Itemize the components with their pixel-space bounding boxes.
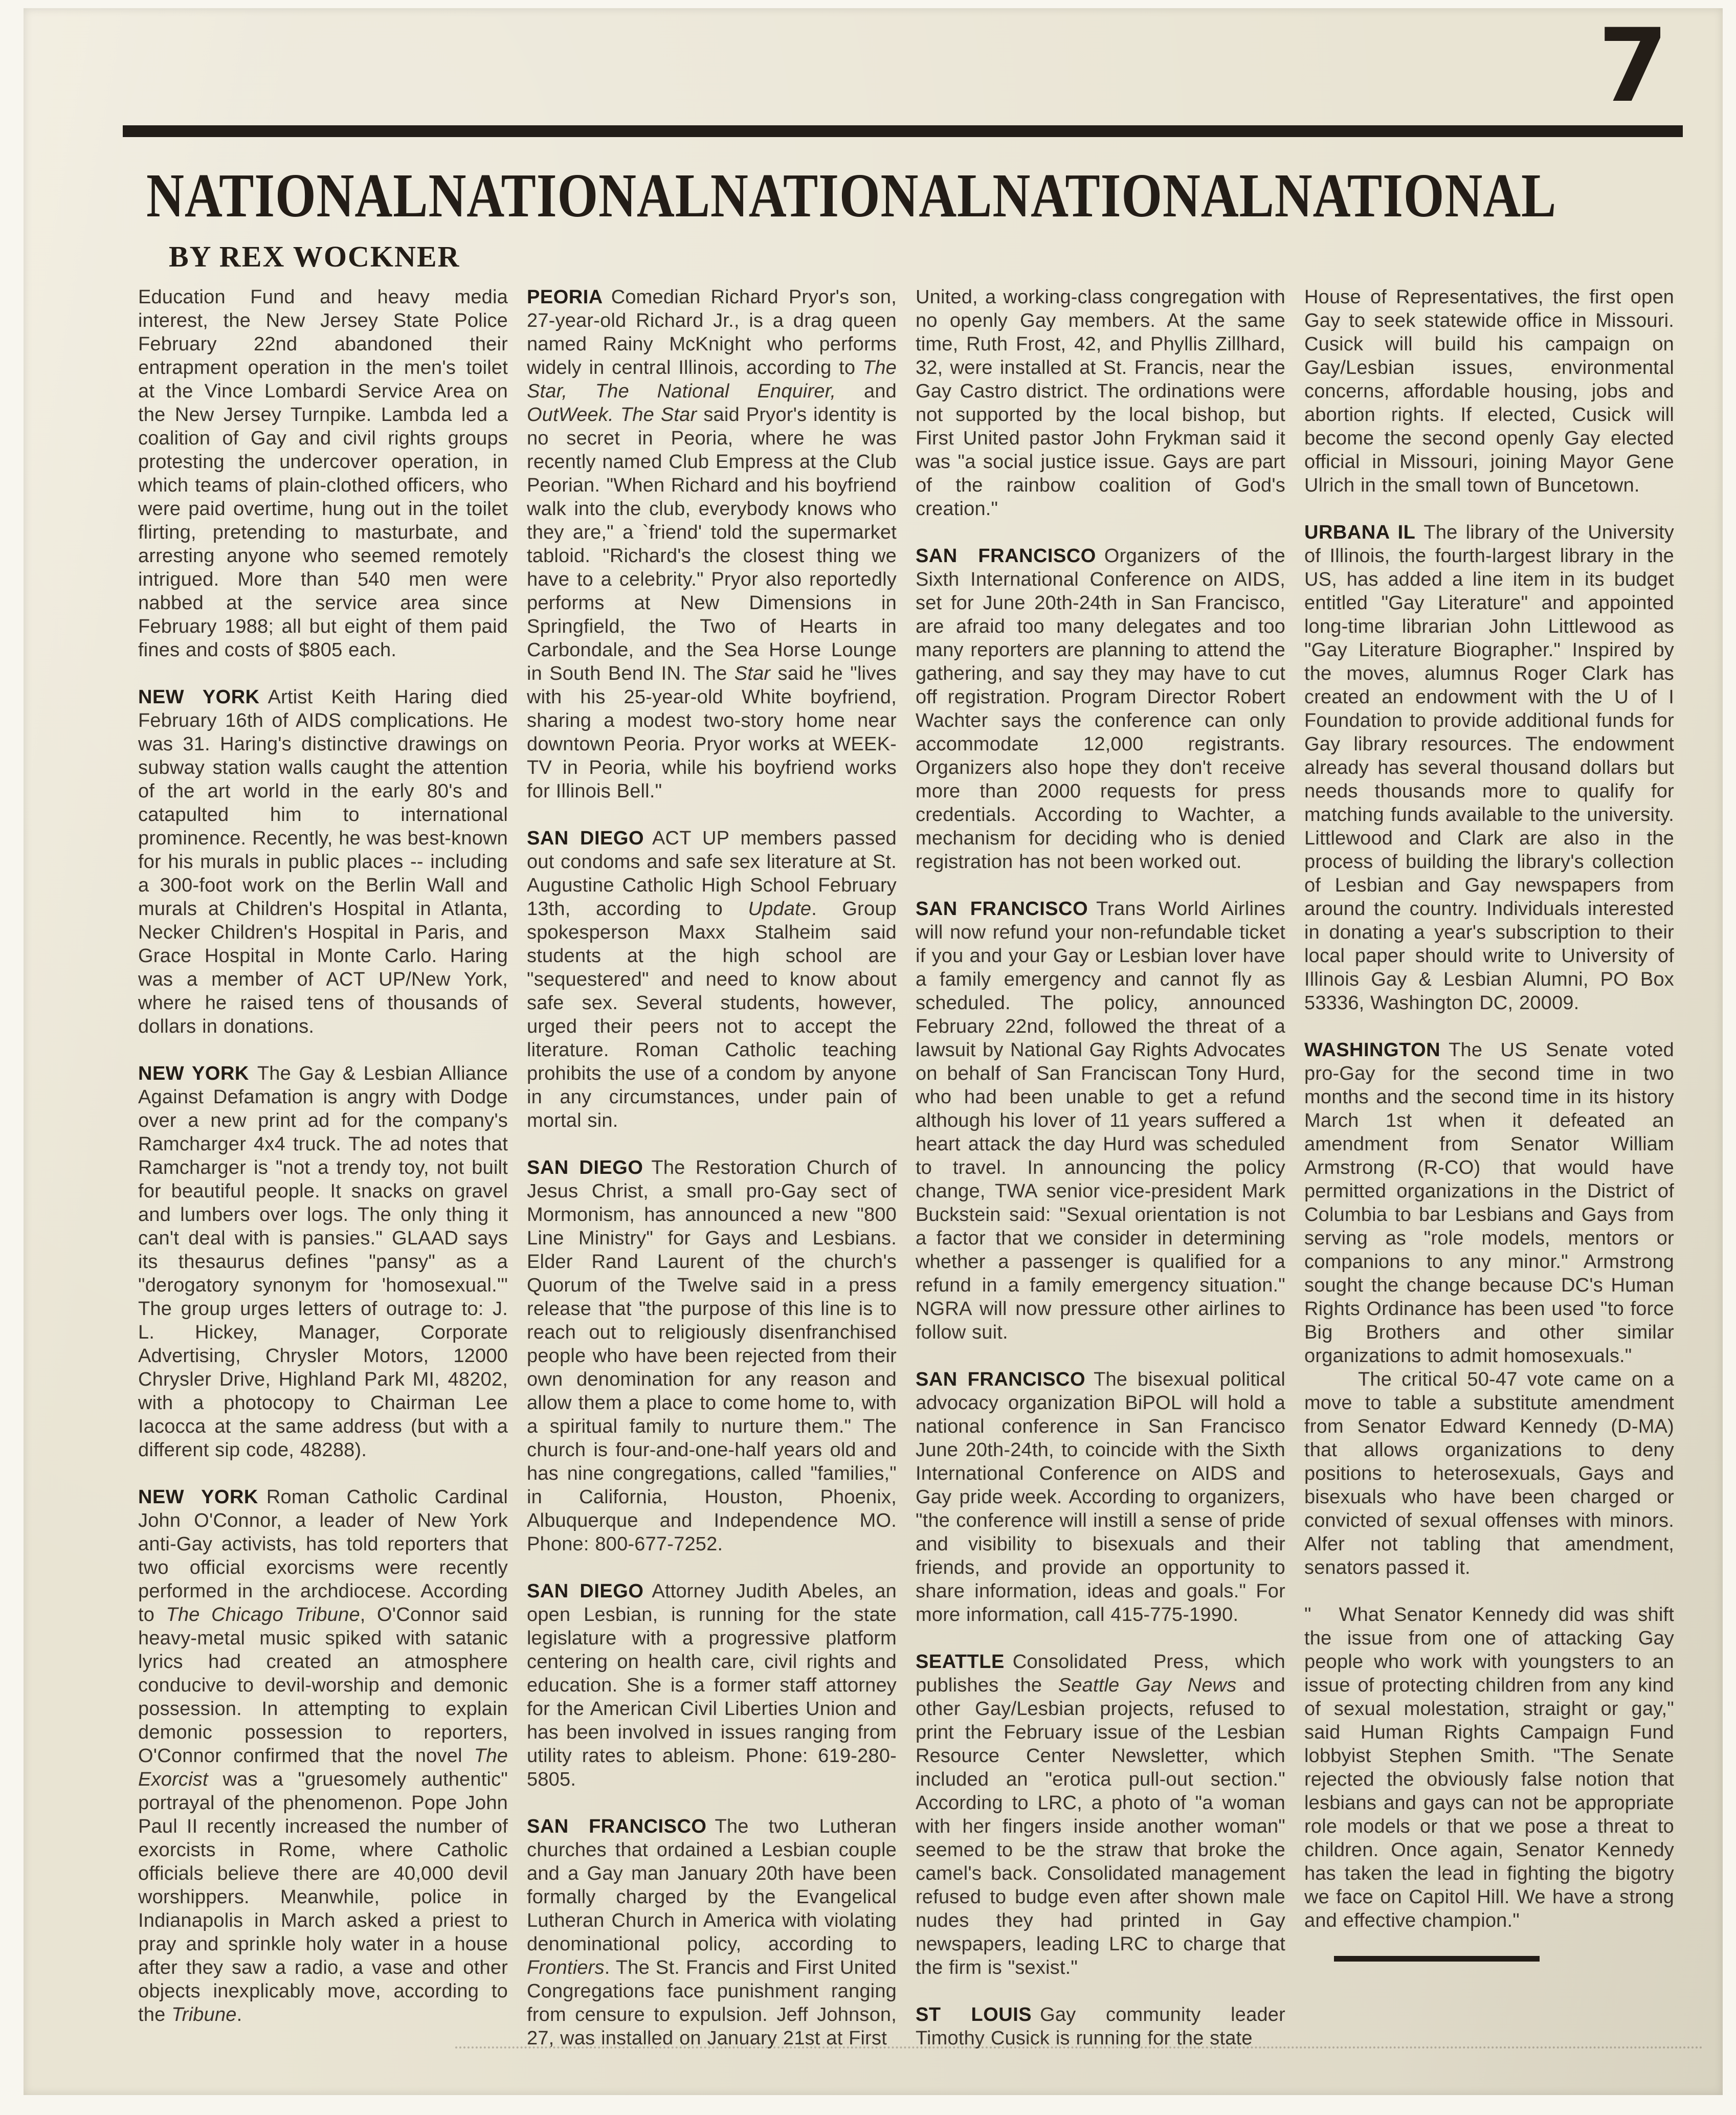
byline: BY REX WOCKNER	[169, 240, 460, 273]
news-item-san-francisco	[916, 897, 1285, 1344]
paper-crease	[455, 2046, 1703, 2049]
body-text: The two Lutheran churches that ordained a Lesbian couple and a Gay man January 20th have been formally charged by the Evangelical Lutheran Church in America with violating denominational policy, according to	[527, 1816, 897, 1955]
news-item-peoria	[527, 285, 897, 803]
body-text: Trans World Airlines will now refund your non-refundable ticket if you and your Gay or Lesbian lover have a family emergency and cannot fly as scheduled. The policy, announced February 22nd, followed the threat of a lawsuit by National Gay Rights Advocates on behalf of San Franciscan Tony Hurd, who had been unable to get a refund although his lover of 11 years suffered a heart attack the day Hurd was scheduled to travel. In announcing the policy change, TWA senior vice-president Mark Buckstein said: "Sexual orientation is not a factor that we consider in determining whether a passenger is qualified for a refund in a family emergency situation." NGRA will now pressure other airlines to follow suit.	[916, 898, 1285, 1343]
news-item-st-louis	[916, 2003, 1285, 2050]
publication-name: The Exorcist	[138, 1745, 508, 1790]
dateline: SAN DIEGO	[527, 1580, 644, 1602]
news-item-new-york	[138, 1062, 508, 1462]
body-text: . The St. Francis and First United Congregations face punishment ranging from censure to expulsion. Jeff Johnson, 27, was installed on January 21st at First	[527, 1957, 897, 2049]
body-text: and	[836, 381, 897, 402]
dateline: URBANA IL	[1304, 522, 1416, 543]
body-text: was a "gruesomely authentic" portrayal of the phenomenon. Pope John Paul II recently increased the number of exorcists in Rome, where Catholic officials believe there are 40,000 devil worshippers. Meanwhile, police in Indianapolis in March asked a priest to pray and sprinkle holy water in a house after they saw a radio, a vase and other objects inexplicably move, according to the	[138, 1769, 508, 2025]
publication-name: Tribune	[171, 2004, 237, 2025]
body-text: The bisexual political advocacy organization BiPOL will hold a national conference in San Francisco June 20th-24th, to coincide with the Sixth International Conference on AIDS and Gay pride week. According to organizers, "the conference will instill a sense of pride and visibility to bisexuals and their friends, and provide an opportunity to share information, ideas and goals." For more information, call 415-775-1990.	[916, 1369, 1285, 1626]
body-text: Attorney Judith Abeles, an open Lesbian, is running for the state legislature with a progressive platform centering on health care, civil rights and education. She is a former staff attorney for the American Civil Liberties Union and has been involved in issues ranging from utility rates to ableism. Phone: 619-280-5805.	[527, 1580, 897, 1790]
publication-name: The Chicago Tribune	[166, 1604, 360, 1626]
publication-name: Seattle Gay News	[1058, 1675, 1237, 1696]
body-text: " What Senator Kennedy did was shift the issue from one of attacking Gay people who work with youngsters to an issue of protecting children from any kind of sexual molestation, straight or gay," said Human Rights Campaign Fund lobbyist Stephen Smith. "The Senate rejected the obviously false notion that lesbians and gays can not be appropriate role models or that we pose a threat to children. Once again, Senator Kennedy has taken the lead in fighting the bigotry we face on Capitol Hill. We have a strong and effective champion."	[1304, 1604, 1674, 1931]
body-text: Organizers of the Sixth International Conference on AIDS, set for June 20th-24th in San Francisco, are afraid too many delegates and too many reporters are planning to attend the gathering, and say they may have to cut off registration. Program Director Robert Wachter says the conference can only accommodate 12,000 registrants. Organizers also hope they don't receive more than 2000 requests for press credentials. According to Wachter, a mechanism for deciding who is denied registration has not been worked out.	[916, 545, 1285, 873]
dateline: SAN FRANCISCO	[916, 1369, 1086, 1390]
body-text: .	[236, 2004, 242, 2025]
news-paragraph	[1304, 285, 1674, 497]
dateline: NEW YORK	[138, 1486, 258, 1508]
newspaper-page	[24, 8, 1723, 2095]
body-text: Comedian Richard Pryor's son, 27-year-old Richard Jr., is a drag queen named Rainy McKnight who performs widely in central Illinois, according to	[527, 286, 897, 379]
body-text: The US Senate voted pro-Gay for the second time in two months and the second time in its history March 1st when it defeated an amendment from Senator William Armstrong (R-CO) that would have permitted organizations in the District of Columbia to bar Lesbians and Gays from serving as "role models, mentors or companions to any minor." Armstrong sought the change because DC's Human Rights Ordinance has been used "to force Big Brothers and other similar organizations to admit homosexuals."	[1304, 1039, 1674, 1367]
body-text: and other Gay/Lesbian projects, refused to print the February issue of the Lesbian Resource Center Newsletter, which included an "erotica pull-out section." According to LRC, a photo of "a woman with her fingers inside another woman" seemed to be the straw that broke the camel's back. Consolidated management refused to budge even after shown male nudes they had printed in Gay newspapers, leading LRC to charge that the firm is "sexist."	[916, 1675, 1285, 1978]
publication-name: The Star, The National Enquirer,	[527, 357, 897, 402]
news-item-seattle	[916, 1650, 1285, 1979]
news-paragraph	[1304, 1368, 1674, 1579]
body-text: , O'Connor said heavy-metal music spiked with satanic lyrics had created an atmosphere conducive to devil-worship and demonic possession. In attempting to explain demonic possession to reporters, O'Connor confirmed that the novel	[138, 1604, 508, 1767]
page-number: 7	[1598, 7, 1668, 125]
body-text: said Pryor's identity is no secret in Peoria, where he was recently named Club Empress at the Club Peorian. "When Richard and his boyfriend walk into the club, everybody knows who they are," a `friend' told the supermarket tabloid. "Richard's the closest thing we have to a celebrity." Pryor also reportedly performs at New Dimensions in Springfield, the Two of Hearts in Carbondale, and the Sea Horse Lounge in South Bend IN. The	[527, 404, 897, 684]
dateline: NEW YORK	[138, 686, 260, 708]
body-text: . Group spokesperson Maxx Stalheim said students at the high school are "sequestered" and need to know about safe sex. Several students, however, urged their peers not to accept the literature. Roman Catholic teaching prohibits the use of a condom by anyone in any circumstances, under pain of mortal sin.	[527, 898, 897, 1131]
dateline: SAN DIEGO	[527, 828, 644, 849]
news-item-san-francisco	[527, 1815, 897, 2050]
article-columns	[138, 285, 1676, 2074]
body-text: The library of the University of Illinois, the fourth-largest library in the US, has added a line item in its budget entitled "Gay Literature" and appointed long-time librarian John Littlewood as "Gay Literature Biographer." Inspired by the moves, alumnus Roger Clark has created an endowment with the U of I Foundation to provide additional funds for Gay library resources. The endowment already has several thousand dollars but needs thousands more to qualify for matching funds available to the university. Littlewood and Clark are also in the process of building the library's collection of Lesbian and Gay newspapers from around the country. Individuals interested in donating a year's subscription to their local paper should write to University of Illinois Gay & Lesbian Alumni, PO Box 53336, Washington DC, 20009.	[1304, 522, 1675, 1014]
text-column-4	[1304, 285, 1674, 2074]
news-item-washington	[1304, 1038, 1674, 1368]
dateline: SAN FRANCISCO	[916, 545, 1096, 567]
publication-name: Frontiers	[527, 1957, 605, 1978]
body-text: Education Fund and heavy media interest, the New Jersey State Police February 22nd abandoned their entrapment operation in the men's toilet at the Vince Lombardi Service Area on the New Jersey Turnpike. Lambda led a coalition of Gay and civil rights groups protesting the undercover operation, in which teams of plain-clothed officers, who were paid overtime, hung out in the toilet flirting, pretending to masturbate, and arresting anyone who seemed remotely intrigued. More than 540 men were nabbed at the service area since February 1988; all but eight of them paid fines and costs of $805 each.	[138, 286, 508, 661]
publication-name: Star	[734, 663, 771, 684]
news-item-san-diego	[527, 1579, 897, 1791]
body-text: ACT UP members passed out condoms and safe sex literature at St. Augustine Catholic High School February 13th, according to	[527, 828, 897, 920]
body-text: The Restoration Church of Jesus Christ, a small pro-Gay sect of Mormonism, has announced a new "800 Line Ministry" for Gays and Lesbians. Elder Rand Laurent of the church's Quorum of the Twelve said in a press release that "the purpose of this line is to reach out to religiously disenfranchised people who have been rejected from their own denomination for any reason and allow them a place to come home to, with a spiritual family to nurture them." The church is four-and-one-half years old and has nine congregations, called "families," in California, Houston, Phoenix, Albuquerque and Independence MO. Phone: 800-677-7252.	[527, 1157, 897, 1555]
body-text: The critical 50-47 vote came on a move to table a substitute amendment from Senator Edward Kennedy (D-MA) that allows organizations to deny positions to heterosexuals, Gays and bisexuals who have been charged or convicted of sexual offenses with minors. Alfer not tabling that amendment, senators passed it.	[1304, 1369, 1674, 1578]
page-title: NATIONALNATIONALNATIONALNATIONALNATIONAL	[146, 161, 1557, 230]
dateline: PEORIA	[527, 286, 603, 308]
body-text: Artist Keith Haring died February 16th of AIDS complications. He was 31. Haring's distinctive drawings on subway station walls caught the attention of the art world in the early 80's and catapulted him to international prominence. Recently, he was best-known for his murals in public places -- including a 300-foot work on the Berlin Wall and murals at Children's Hospital in Atlanta, Necker Children's Hospital in Paris, and Grace Hospital in Monte Carlo. Haring was a member of ACT UP/New York, where he raised tens of thousands of dollars in donations.	[138, 686, 508, 1037]
news-item-san-diego	[527, 1156, 897, 1556]
publication-name: The Star	[620, 404, 697, 426]
dateline: WASHINGTON	[1304, 1039, 1441, 1061]
dateline: SEATTLE	[916, 1651, 1005, 1673]
news-paragraph	[1304, 1603, 1674, 1932]
body-text: Gay community leader Timothy Cusick is running for the state	[916, 2004, 1285, 2049]
publication-name: Update	[748, 898, 812, 920]
text-column-1	[138, 285, 508, 2074]
news-item-urbana-il	[1304, 521, 1674, 1015]
masthead	[146, 162, 1736, 230]
body-text	[614, 404, 620, 426]
publication-name: OutWeek.	[527, 404, 614, 426]
dateline: SAN FRANCISCO	[916, 898, 1088, 920]
body-text: House of Representatives, the first open Gay to seek statewide office in Missouri. Cusick will build his campaign on Gay/Lesbian issues, environmental concerns, affordable housing, jobs and abortion rights. If elected, Cusick will become the second openly Gay elected official in Missouri, joining Mayor Gene Ulrich in the small town of Buncetown.	[1304, 286, 1674, 496]
news-item-san-francisco	[916, 1368, 1285, 1627]
news-paragraph	[916, 285, 1285, 521]
header-rule	[123, 125, 1683, 137]
dateline: NEW YORK	[138, 1063, 249, 1084]
news-paragraph	[138, 285, 508, 662]
dateline: ST LOUIS	[916, 2004, 1032, 2025]
news-item-new-york	[138, 685, 508, 1038]
body-text: said he "lives with his 25-year-old White boyfriend, sharing a modest two-story home near downtown Peoria. Pryor works at WEEK-TV in Peoria, while his boyfriend works for Illinois Bell."	[527, 663, 897, 802]
body-text: United, a working-class congregation with no openly Gay members. At the same time, Ruth Frost, 42, and Phyllis Zillhard, 32, were installed at St. Francis, near the Gay Castro district. The ordinations were not supported by the local bishop, but First United pastor John Frykman said it was "a social justice issue. Gays are part of the rainbow coalition of God's creation."	[916, 286, 1285, 520]
news-item-new-york	[138, 1485, 508, 2027]
text-column-3	[916, 285, 1285, 2074]
news-item-san-diego	[527, 827, 897, 1132]
news-item-san-francisco	[916, 544, 1285, 874]
body-text: Roman Catholic Cardinal John O'Connor, a leader of New York anti-Gay activists, has told reporters that two official exorcisms were recently performed in the archdiocese. According to	[138, 1486, 508, 1626]
body-text: The Gay & Lesbian Alliance Against Defamation is angry with Dodge over a new print ad for the company's Ramcharger 4x4 truck. The ad notes that Ramcharger is "not a trendy toy, not built for beautiful people. It snacks on gravel and lumbers over logs. The only thing it can't deal with is pansies." GLAAD says its thesaurus defines "pansy" as a "derogatory synonym for 'homosexual.'" The group urges letters of outrage to: J. L. Hickey, Manager, Corporate Advertising, Chrysler Motors, 12000 Chrysler Drive, Highland Park MI, 48202, with a photocopy to Chairman Lee Iacocca at the same address (but with a different sip code, 48288).	[138, 1063, 508, 1461]
body-text: Consolidated Press, which publishes the	[916, 1651, 1285, 1696]
dateline: SAN DIEGO	[527, 1157, 643, 1178]
end-of-column-rule	[1334, 1956, 1540, 1962]
dateline: SAN FRANCISCO	[527, 1816, 707, 1837]
text-column-2	[527, 285, 897, 2074]
